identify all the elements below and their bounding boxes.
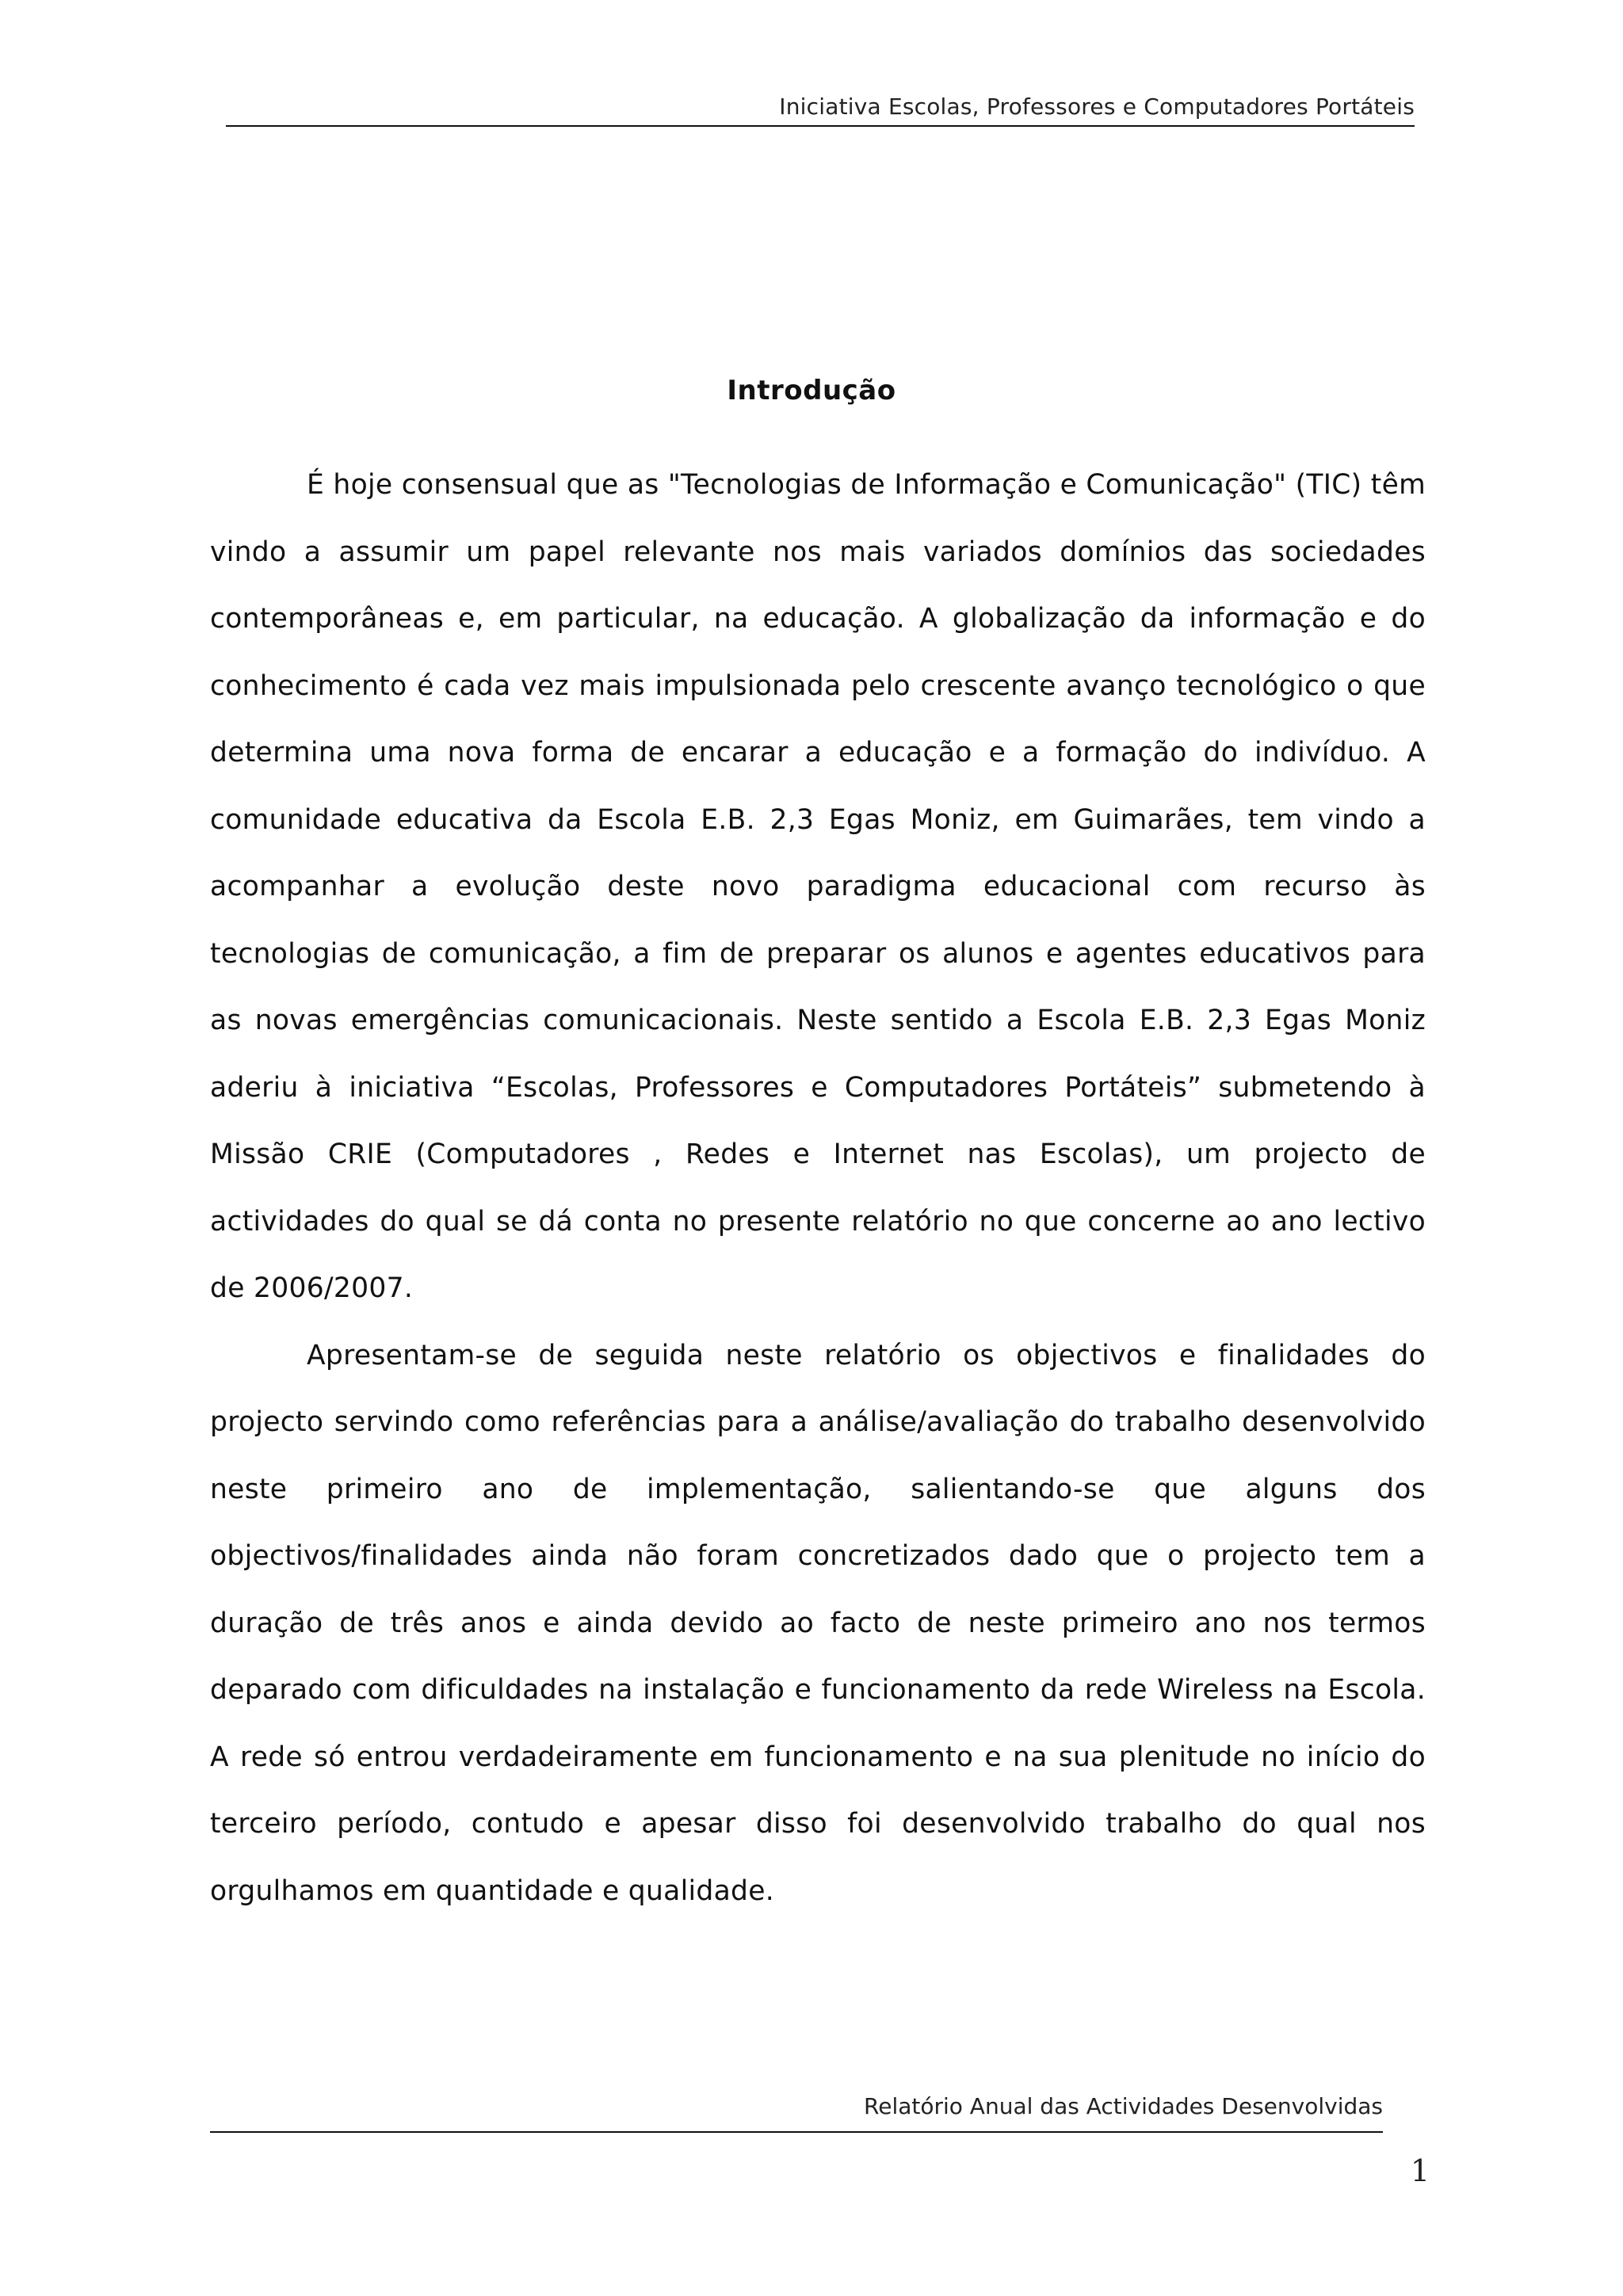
running-footer: Relatório Anual das Actividades Desenvolvidas <box>864 2093 1383 2119</box>
footer-divider <box>210 2131 1383 2133</box>
page-title: Introdução <box>727 374 896 406</box>
header-divider <box>226 125 1415 127</box>
page-number: 1 <box>1410 2153 1430 2188</box>
paragraph-2: Apresentam-se de seguida neste relatório os objectivos e finalidades do projecto servindo como referências para a análise/avaliação do trabalho desenvolvido neste primeiro ano de implementação, salientando-se que alguns dos objectivos/finalidades ainda não foram concretizados dado que o projecto tem a duração de três anos e ainda devido ao facto de neste primeiro ano nos termos deparado com dificuldades na instalação e funcionamento da rede Wireless na Escola. A rede só entrou verdadeiramente em funcionamento e na sua plenitude no início do terceiro período, contudo e apesar disso foi desenvolvido trabalho do qual nos orgulhamos em quantidade e qualidade. <box>210 1339 1426 1907</box>
running-header: Iniciativa Escolas, Professores e Computadores Portáteis <box>779 93 1415 120</box>
paragraph-1: É hoje consensual que as "Tecnologias de Informação e Comunicação" (TIC) têm vindo a assumir um papel relevante nos mais variados domínios das sociedades contemporâneas e, em particular, na educação. A globalização da informação e do conhecimento é cada vez mais impulsionada pelo crescente avanço tecnológico o que determina uma nova forma de encarar a educação e a formação do indivíduo. A comunidade educativa da Escola E.B. 2,3 Egas Moniz, em Guimarães, tem vindo a acompanhar a evolução deste novo paradigma educacional com recurso às tecnologias de comunicação, a fim de preparar os alunos e agentes educativos para as novas emergências comunicacionais. Neste sentido a Escola E.B. 2,3 Egas Moniz aderiu à iniciativa “Escolas, Professores e Computadores Portáteis” submetendo à Missão CRIE (Computadores , Redes e Internet nas Escolas), um projecto de actividades do qual se dá conta no presente relatório no que concerne ao ano lectivo de 2006/2007. <box>210 469 1426 1304</box>
document-body <box>210 452 1426 1924</box>
